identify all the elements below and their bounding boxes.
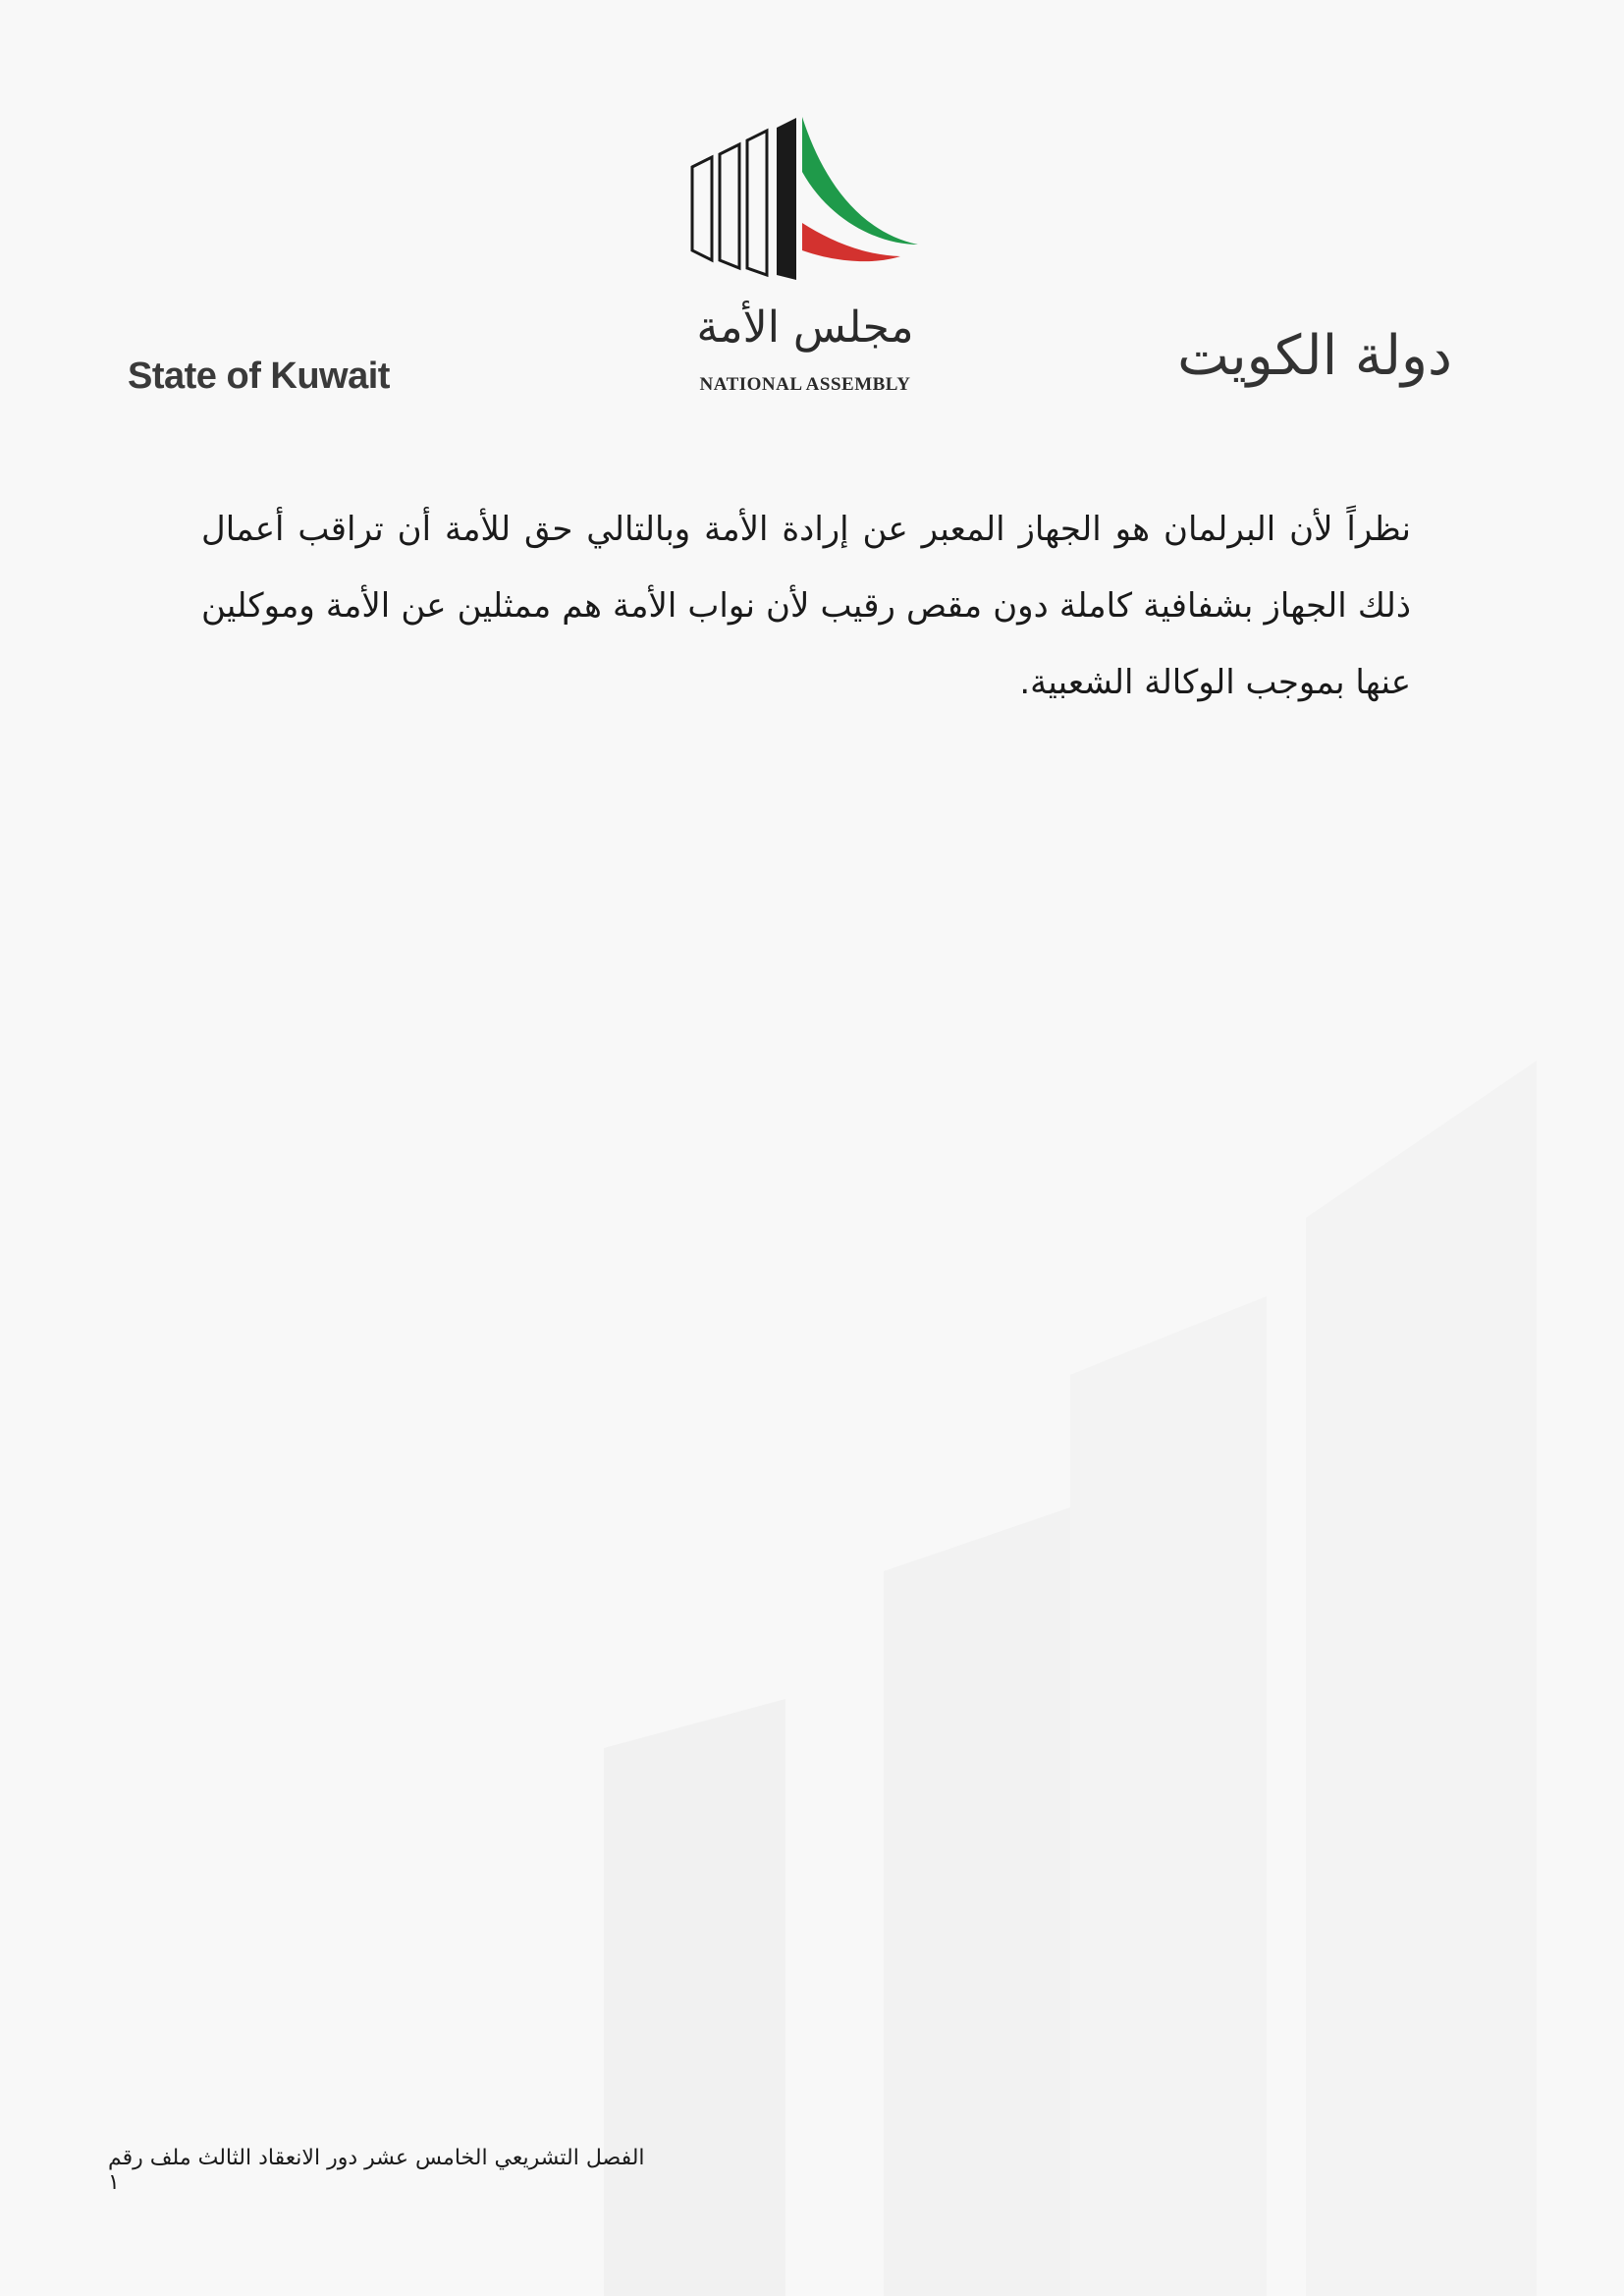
body-paragraph: نظراً لأن البرلمان هو الجهاز المعبر عن إرادة الأمة وبالتالي حق للأمة أن تراقب أعمال ذلك الجهاز بشفافية كاملة دون مقص رقيب لأن نواب الأمة هم ممثلين عن الأمة وموكلين عنها بموجب الوكالة الشعبية. xyxy=(201,510,1411,702)
national-assembly-english-name: NATIONAL ASSEMBLY xyxy=(699,374,911,395)
national-assembly-logo-icon xyxy=(682,113,928,280)
state-of-kuwait-arabic-title: دولة الكويت xyxy=(1177,324,1452,388)
footer-file-reference: الفصل التشريعي الخامس عشر دور الانعقاد الثالث ملف رقم ١ xyxy=(108,2146,645,2195)
national-assembly-arabic-name: مجلس الأمة xyxy=(696,302,914,353)
state-of-kuwait-title: State of Kuwait xyxy=(128,355,390,397)
